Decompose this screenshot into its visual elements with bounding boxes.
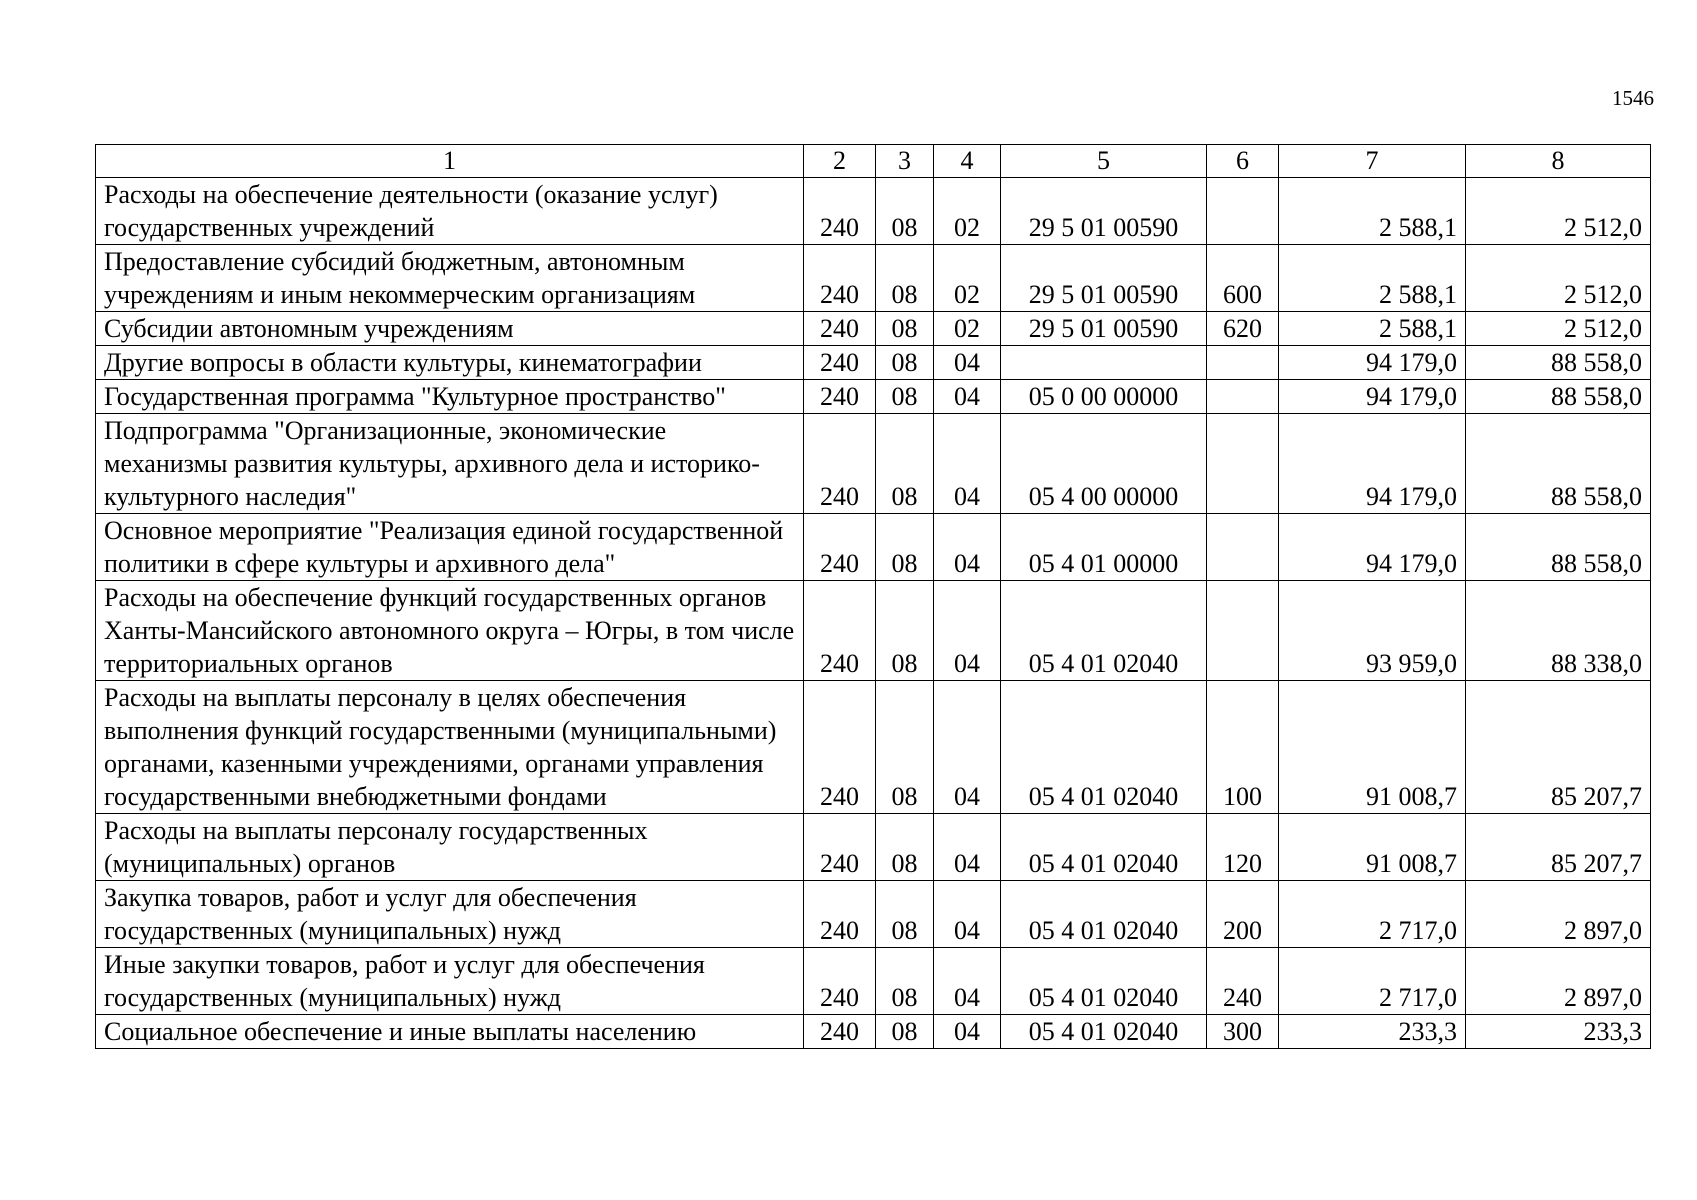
cell-code-3: 08 <box>876 380 934 414</box>
cell-code-2: 240 <box>804 581 876 681</box>
cell-code-4: 04 <box>934 881 1001 948</box>
cell-code-6 <box>1207 514 1279 581</box>
cell-amount-7: 93 959,0 <box>1279 581 1466 681</box>
cell-code-3: 08 <box>876 346 934 380</box>
table-row <box>96 245 1651 312</box>
cell-code-3: 08 <box>876 178 934 245</box>
cell-code-5: 05 0 00 00000 <box>1001 380 1207 414</box>
cell-name: Субсидии автономным учреждениям <box>96 312 804 346</box>
cell-code-5: 05 4 01 02040 <box>1001 881 1207 948</box>
cell-amount-7: 94 179,0 <box>1279 380 1466 414</box>
cell-code-6 <box>1207 414 1279 514</box>
cell-code-3: 08 <box>876 245 934 312</box>
cell-code-6 <box>1207 380 1279 414</box>
cell-code-4: 04 <box>934 514 1001 581</box>
cell-code-4: 04 <box>934 1015 1001 1049</box>
cell-amount-7: 2 588,1 <box>1279 245 1466 312</box>
cell-amount-8: 2 512,0 <box>1466 178 1651 245</box>
cell-code-3: 08 <box>876 881 934 948</box>
cell-code-4: 04 <box>934 814 1001 881</box>
cell-amount-7: 2 717,0 <box>1279 948 1466 1015</box>
cell-code-2: 240 <box>804 178 876 245</box>
cell-amount-7: 94 179,0 <box>1279 346 1466 380</box>
page-number: 1546 <box>1612 86 1654 110</box>
cell-amount-8: 233,3 <box>1466 1015 1651 1049</box>
cell-code-3: 08 <box>876 681 934 814</box>
cell-code-2: 240 <box>804 245 876 312</box>
header-row <box>96 145 1651 178</box>
cell-code-6: 300 <box>1207 1015 1279 1049</box>
cell-code-6: 200 <box>1207 881 1279 948</box>
cell-code-3: 08 <box>876 581 934 681</box>
cell-code-6 <box>1207 346 1279 380</box>
cell-code-5: 05 4 01 02040 <box>1001 581 1207 681</box>
column-header: 7 <box>1279 145 1466 178</box>
cell-code-5: 05 4 01 02040 <box>1001 948 1207 1015</box>
cell-name: Подпрограмма "Организационные, экономические механизмы развития культуры, архивного дела и историко-культурного наследия" <box>96 414 804 514</box>
cell-amount-7: 91 008,7 <box>1279 681 1466 814</box>
cell-code-5: 05 4 00 00000 <box>1001 414 1207 514</box>
table-row <box>96 881 1651 948</box>
cell-code-4: 04 <box>934 346 1001 380</box>
table-row <box>96 514 1651 581</box>
table-row <box>96 681 1651 814</box>
cell-amount-8: 2 897,0 <box>1466 881 1651 948</box>
cell-code-2: 240 <box>804 881 876 948</box>
cell-code-3: 08 <box>876 1015 934 1049</box>
column-header: 4 <box>934 145 1001 178</box>
table-row <box>96 178 1651 245</box>
cell-code-6: 240 <box>1207 948 1279 1015</box>
table-row <box>96 814 1651 881</box>
cell-amount-8: 88 558,0 <box>1466 514 1651 581</box>
cell-name: Социальное обеспечение и иные выплаты населению <box>96 1015 804 1049</box>
cell-code-2: 240 <box>804 414 876 514</box>
cell-code-3: 08 <box>876 948 934 1015</box>
cell-amount-8: 88 338,0 <box>1466 581 1651 681</box>
column-header: 5 <box>1001 145 1207 178</box>
cell-name: Основное мероприятие "Реализация единой государственной политики в сфере культуры и архивного дела" <box>96 514 804 581</box>
cell-code-6 <box>1207 178 1279 245</box>
cell-code-3: 08 <box>876 514 934 581</box>
column-header: 2 <box>804 145 876 178</box>
cell-code-3: 08 <box>876 414 934 514</box>
cell-code-2: 240 <box>804 380 876 414</box>
cell-code-5: 29 5 01 00590 <box>1001 178 1207 245</box>
cell-name: Иные закупки товаров, работ и услуг для обеспечения государственных (муниципальных) нужд <box>96 948 804 1015</box>
budget-table <box>95 144 1651 1049</box>
cell-code-2: 240 <box>804 1015 876 1049</box>
cell-name: Другие вопросы в области культуры, кинематографии <box>96 346 804 380</box>
cell-name: Государственная программа "Культурное пространство" <box>96 380 804 414</box>
column-header: 3 <box>876 145 934 178</box>
cell-code-4: 02 <box>934 245 1001 312</box>
cell-amount-8: 88 558,0 <box>1466 414 1651 514</box>
cell-name: Расходы на выплаты персоналу государственных (муниципальных) органов <box>96 814 804 881</box>
cell-code-2: 240 <box>804 814 876 881</box>
column-header: 6 <box>1207 145 1279 178</box>
cell-code-3: 08 <box>876 312 934 346</box>
cell-amount-8: 2 512,0 <box>1466 245 1651 312</box>
cell-amount-7: 94 179,0 <box>1279 514 1466 581</box>
cell-code-6: 120 <box>1207 814 1279 881</box>
table-row <box>96 948 1651 1015</box>
cell-code-2: 240 <box>804 948 876 1015</box>
cell-amount-8: 2 897,0 <box>1466 948 1651 1015</box>
cell-code-6 <box>1207 581 1279 681</box>
cell-name: Расходы на выплаты персоналу в целях обеспечения выполнения функций государственными (муниципальными) органами, казенными учреждениями, органами управления государственными внебюджетными фондами <box>96 681 804 814</box>
cell-amount-7: 2 588,1 <box>1279 178 1466 245</box>
table-row <box>96 414 1651 514</box>
table-row <box>96 380 1651 414</box>
cell-amount-8: 85 207,7 <box>1466 681 1651 814</box>
cell-code-6: 620 <box>1207 312 1279 346</box>
cell-code-5: 29 5 01 00590 <box>1001 245 1207 312</box>
cell-amount-7: 94 179,0 <box>1279 414 1466 514</box>
cell-code-2: 240 <box>804 346 876 380</box>
cell-code-5: 05 4 01 02040 <box>1001 681 1207 814</box>
cell-amount-8: 2 512,0 <box>1466 312 1651 346</box>
cell-code-4: 02 <box>934 178 1001 245</box>
cell-code-2: 240 <box>804 681 876 814</box>
cell-amount-8: 85 207,7 <box>1466 814 1651 881</box>
cell-code-2: 240 <box>804 514 876 581</box>
table-row <box>96 581 1651 681</box>
cell-name: Закупка товаров, работ и услуг для обеспечения государственных (муниципальных) нужд <box>96 881 804 948</box>
table-row <box>96 1015 1651 1049</box>
cell-code-3: 08 <box>876 814 934 881</box>
cell-name: Предоставление субсидий бюджетным, автономным учреждениям и иным некоммерческим организациям <box>96 245 804 312</box>
table-row <box>96 312 1651 346</box>
cell-code-4: 04 <box>934 581 1001 681</box>
cell-code-4: 02 <box>934 312 1001 346</box>
cell-code-2: 240 <box>804 312 876 346</box>
cell-code-4: 04 <box>934 414 1001 514</box>
column-header: 1 <box>96 145 804 178</box>
cell-code-5: 05 4 01 02040 <box>1001 814 1207 881</box>
column-header: 8 <box>1466 145 1651 178</box>
cell-amount-8: 88 558,0 <box>1466 346 1651 380</box>
cell-code-5: 29 5 01 00590 <box>1001 312 1207 346</box>
cell-code-4: 04 <box>934 380 1001 414</box>
table-row <box>96 346 1651 380</box>
cell-name: Расходы на обеспечение деятельности (оказание услуг) государственных учреждений <box>96 178 804 245</box>
cell-code-5: 05 4 01 02040 <box>1001 1015 1207 1049</box>
cell-code-6: 600 <box>1207 245 1279 312</box>
cell-code-4: 04 <box>934 948 1001 1015</box>
cell-name: Расходы на обеспечение функций государственных органов Ханты-Мансийского автономного округа – Югры, в том числе территориальных органов <box>96 581 804 681</box>
cell-code-5: 05 4 01 00000 <box>1001 514 1207 581</box>
cell-amount-7: 91 008,7 <box>1279 814 1466 881</box>
cell-code-6: 100 <box>1207 681 1279 814</box>
cell-amount-8: 88 558,0 <box>1466 380 1651 414</box>
cell-code-5 <box>1001 346 1207 380</box>
cell-code-4: 04 <box>934 681 1001 814</box>
cell-amount-7: 2 588,1 <box>1279 312 1466 346</box>
table-body <box>96 178 1651 1049</box>
cell-amount-7: 2 717,0 <box>1279 881 1466 948</box>
cell-amount-7: 233,3 <box>1279 1015 1466 1049</box>
